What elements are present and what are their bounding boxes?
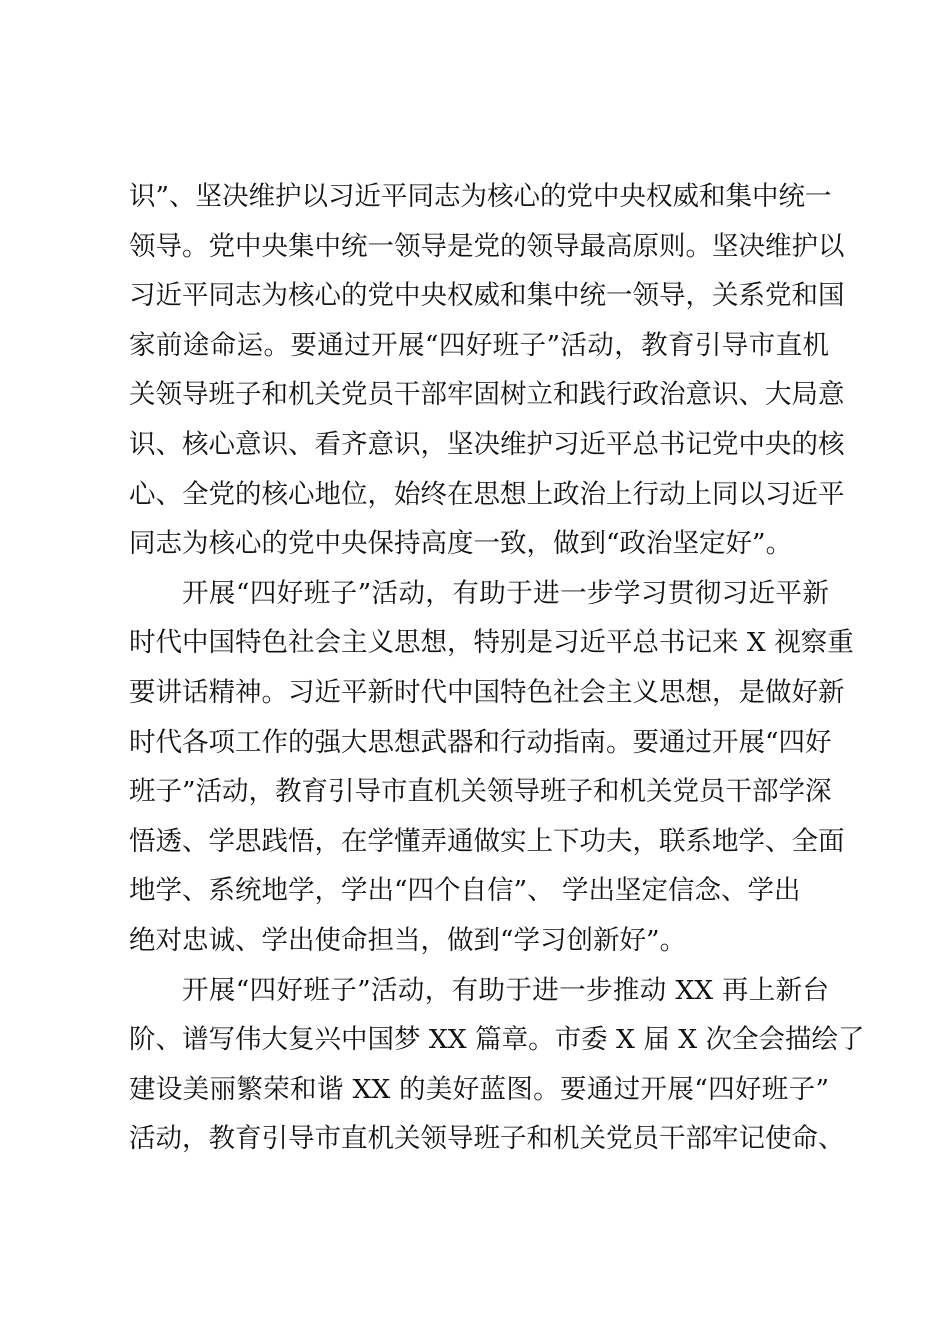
- text-line: 识、核心意识、看齐意识，坚决维护习近平总书记党中央的核: [129, 428, 845, 460]
- text-line: 同志为核心的党中央保持高度一致，做到“政治坚定好”。: [129, 528, 793, 560]
- text-line: 绝对忠诚、学出使命担当，做到“学习创新好”。: [129, 924, 687, 956]
- paragraph-first-line: 开展“四好班子”活动，有助于进一步学习贯彻习近平新: [182, 577, 829, 609]
- text-line: 习近平同志为核心的党中央权威和集中统一领导，关系党和国: [129, 280, 845, 312]
- text-line: 要讲话精神。习近平新时代中国特色社会主义思想，是做好新: [129, 676, 845, 708]
- text-line: 关领导班子和机关党员干部牢固树立和践行政治意识、大局意: [129, 379, 845, 411]
- text-line: 活动，教育引导市直机关领导班子和机关党员干部牢记使命、: [129, 1123, 845, 1155]
- text-line: 领导。党中央集中统一领导是党的领导最高原则。坚决维护以: [129, 230, 845, 262]
- text-line: 阶、谱写伟大复兴中国梦 XX 篇章。市委 X 届 X 次全会描绘了: [129, 1024, 865, 1056]
- text-line: 时代各项工作的强大思想武器和行动指南。要通过开展“四好: [129, 726, 832, 758]
- paragraph-first-line: 开展“四好班子”活动，有助于进一步推动 XX 再上新台: [182, 974, 829, 1006]
- text-line: 班子”活动，教育引导市直机关领导班子和机关党员干部学深: [129, 776, 832, 808]
- text-line: 家前途命运。要通过开展“四好班子”活动，教育引导市直机: [129, 329, 829, 361]
- document-body: [129, 172, 865, 1164]
- text-line: 心、全党的核心地位，始终在思想上政治上行动上同以习近平: [129, 478, 845, 510]
- text-line: 悟透、学思践悟，在学懂弄通做实上下功夫，联系地学、全面: [129, 825, 845, 857]
- text-line: 建设美丽繁荣和谐 XX 的美好蓝图。要通过开展“四好班子”: [129, 1073, 829, 1105]
- text-line: 识”、坚决维护以习近平同志为核心的党中央权威和集中统一: [129, 181, 832, 212]
- text-line: 地学、系统地学，学出“四个自信”、 学出坚定信念、学出: [129, 875, 801, 907]
- text-line: 时代中国特色社会主义思想，特别是习近平总书记来 X 视察重: [129, 627, 854, 659]
